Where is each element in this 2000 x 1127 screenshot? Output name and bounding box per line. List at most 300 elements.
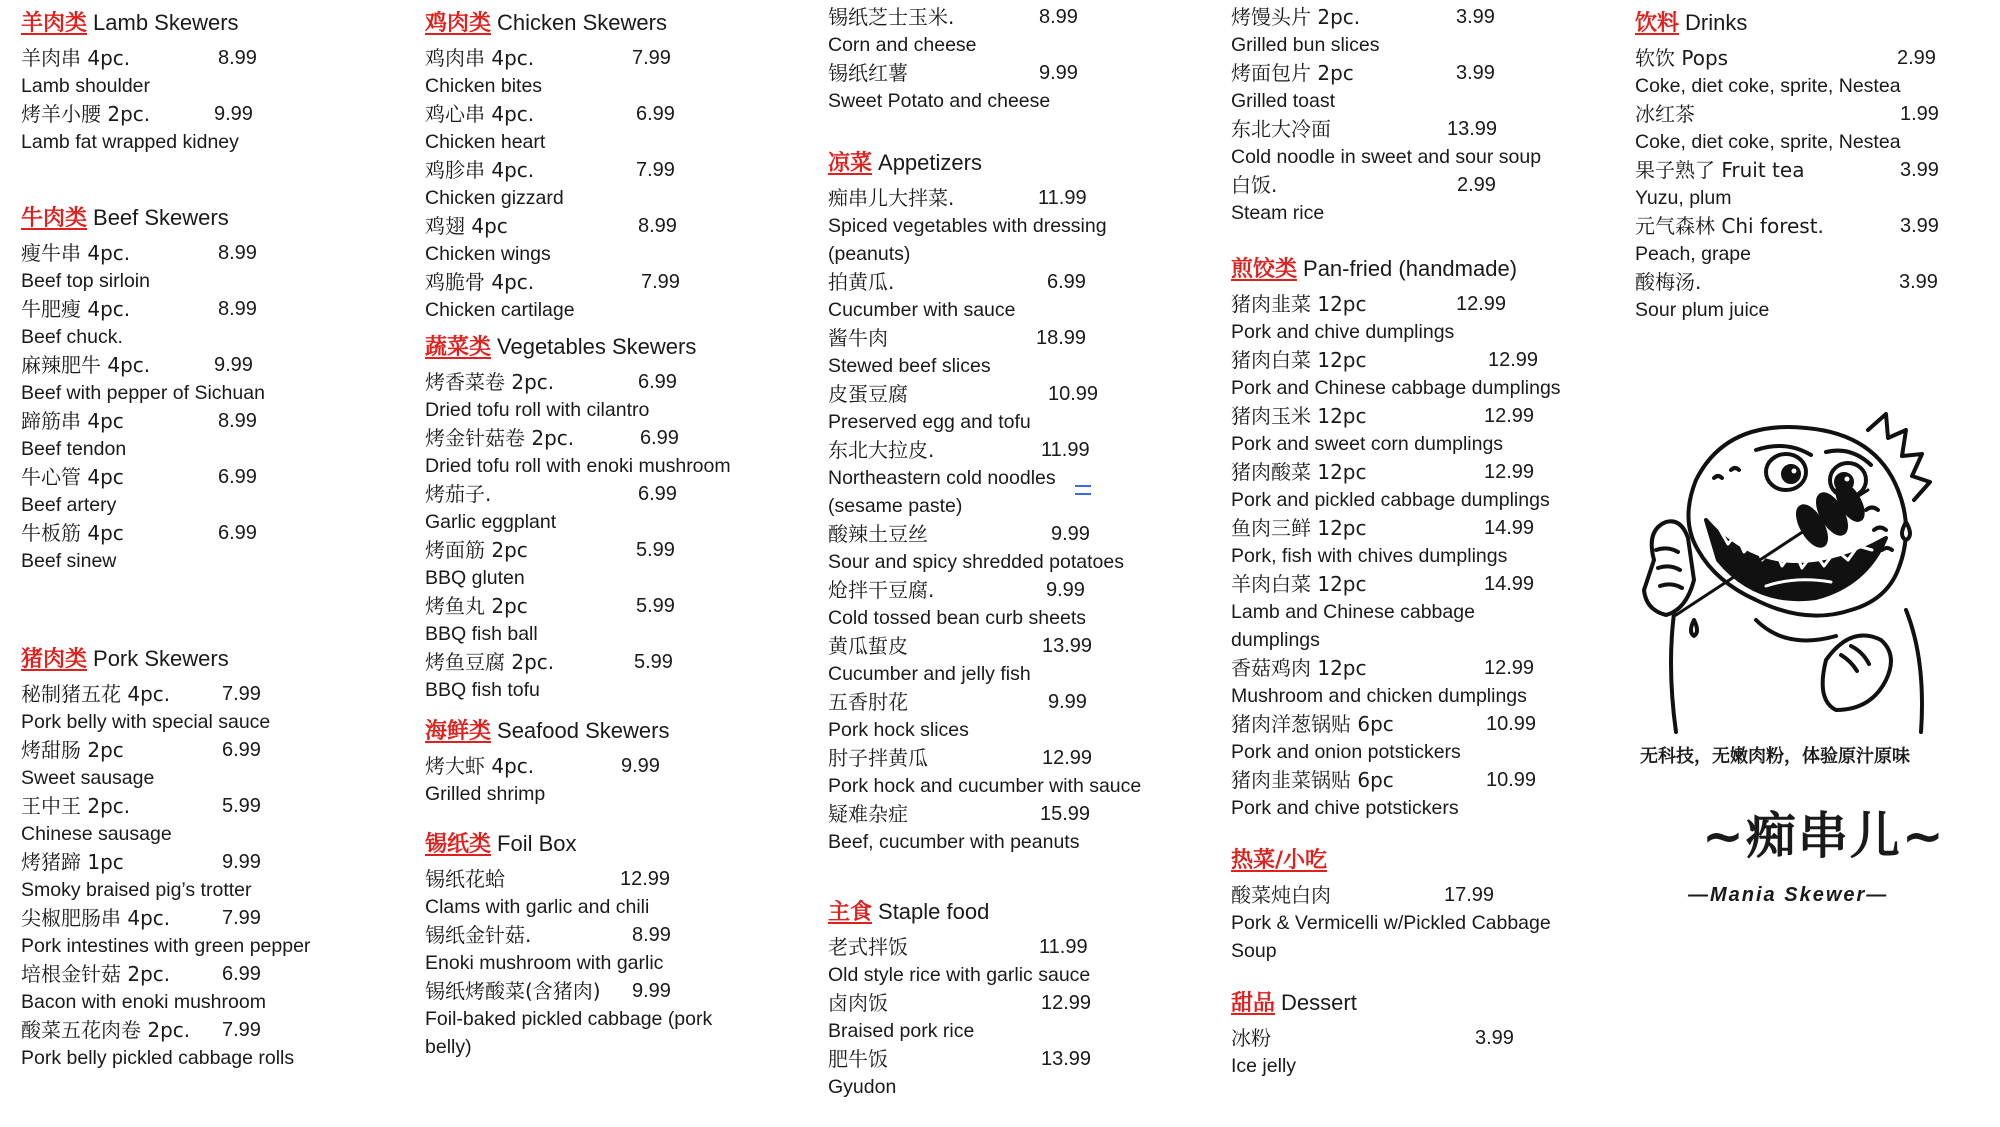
menu-item: [21, 792, 321, 848]
item-desc: Pork and onion potstickers: [1231, 741, 1461, 763]
section-title: 蔬菜类 Vegetables Skewers: [425, 334, 697, 360]
section-title: 凉菜 Appetizers: [828, 150, 982, 176]
menu-item: [828, 688, 1168, 744]
item-name: 尖椒肥肠串 4pc.: [21, 906, 171, 930]
item-price: 1.99: [1900, 103, 1939, 125]
item-price: 8.99: [632, 924, 671, 946]
item-price: 9.99: [1039, 62, 1078, 84]
brand-name-english: —Mania Skewer—: [1688, 884, 1889, 906]
item-desc: Lamb shoulder: [21, 75, 150, 97]
menu-item: [21, 463, 321, 519]
menu-item: [21, 904, 321, 960]
item-name: 烤鱼豆腐 2pc.: [425, 650, 555, 674]
item-desc: Chicken cartilage: [425, 299, 575, 321]
section-title: 主食 Staple food: [828, 899, 990, 925]
menu-item: [1231, 59, 1571, 115]
menu-column-1: [21, 9, 321, 1072]
section-hot-dishes: [1231, 846, 1571, 965]
item-price: 3.99: [1456, 6, 1495, 28]
item-name: 烤金针菇卷 2pc.: [425, 426, 575, 450]
item-name: 猪肉韭菜 12pc: [1231, 292, 1367, 316]
menu-item: [425, 536, 755, 592]
section-title: 牛肉类 Beef Skewers: [21, 205, 229, 231]
menu-item: [828, 324, 1168, 380]
section-title: 猪肉类 Pork Skewers: [21, 646, 229, 672]
item-desc: Corn and cheese: [828, 34, 977, 56]
item-desc: Yuzu, plum: [1635, 187, 1732, 209]
item-desc: Beef, cucumber with peanuts: [828, 831, 1080, 853]
item-name: 老式拌饭: [828, 935, 908, 959]
section-title: 锡纸类 Foil Box: [425, 831, 577, 857]
menu-item: [425, 212, 755, 268]
item-name: 肘子拌黄瓜: [828, 746, 928, 770]
menu-item: [828, 436, 1168, 520]
item-desc: Chicken gizzard: [425, 187, 564, 209]
item-price: 7.99: [222, 907, 261, 929]
item-name: 冰红茶: [1635, 102, 1695, 126]
item-desc: Sour plum juice: [1635, 299, 1770, 321]
item-name: 鱼肉三鲜 12pc: [1231, 516, 1367, 540]
item-desc: Smoky braised pig’s trotter: [21, 879, 252, 901]
item-desc: Lamb fat wrapped kidney: [21, 131, 239, 153]
item-name: 鸡心串 4pc.: [425, 102, 535, 126]
section-dessert: [1231, 989, 1571, 1080]
item-price: 8.99: [1039, 6, 1078, 28]
section-staple-food: [828, 898, 1168, 1101]
item-price: 14.99: [1484, 573, 1535, 595]
item-desc: Steam rice: [1231, 202, 1325, 224]
section-drinks: [1635, 9, 1975, 324]
item-name: 蹄筋串 4pc: [21, 409, 124, 433]
menu-item: [425, 977, 755, 1061]
item-desc: Beef with pepper of Sichuan: [21, 382, 265, 404]
menu-item: [21, 736, 321, 792]
item-price: 7.99: [222, 683, 261, 705]
item-desc: Ice jelly: [1231, 1055, 1297, 1077]
menu-item: [1231, 514, 1571, 570]
item-price: 3.99: [1899, 271, 1938, 293]
menu-item: [828, 576, 1168, 632]
menu-item: [828, 933, 1168, 989]
item-price: 18.99: [1036, 327, 1087, 349]
item-price: 12.99: [1041, 992, 1092, 1014]
item-desc: Lamb and Chinese cabbage dumplings: [1231, 601, 1475, 651]
item-desc: BBQ fish tofu: [425, 679, 540, 701]
menu-item: [1231, 654, 1571, 710]
item-desc: Pork and Chinese cabbage dumplings: [1231, 377, 1561, 399]
section-title: 海鲜类 Seafood Skewers: [425, 718, 670, 744]
item-desc: Beef sinew: [21, 550, 117, 572]
item-desc: Pork intestines with green pepper: [21, 935, 311, 957]
item-price: 6.99: [222, 739, 261, 761]
menu-item: [1635, 268, 1975, 324]
item-name: 痴串儿大拌菜.: [828, 186, 955, 210]
brand-name-chinese: ~痴串儿~: [1702, 807, 1946, 865]
item-price: 9.99: [632, 980, 671, 1002]
menu-item: [21, 407, 321, 463]
item-desc: Coke, diet coke, sprite, Nestea: [1635, 131, 1901, 153]
section-lamb: [21, 9, 321, 156]
section-foil-box: [425, 830, 755, 1061]
item-name: 烤大虾 4pc.: [425, 754, 535, 778]
item-desc: Chicken bites: [425, 75, 543, 97]
item-name: 锡纸烤酸菜(含猪肉): [425, 979, 601, 1003]
item-price: 10.99: [1486, 769, 1537, 791]
item-price: 6.99: [636, 103, 675, 125]
menu-item: [21, 295, 321, 351]
item-desc: Enoki mushroom with garlic: [425, 952, 664, 974]
item-desc: Beef artery: [21, 494, 117, 516]
item-name: 鸡翅 4pc: [425, 214, 508, 238]
brand-tagline: 无科技，无嫩肉粉，体验原汁原味: [1640, 746, 1910, 767]
item-name: 烤甜肠 2pc: [21, 738, 124, 762]
item-price: 7.99: [632, 47, 671, 69]
item-name: 黄瓜蜇皮: [828, 634, 908, 658]
item-price: 5.99: [636, 539, 675, 561]
menu-item: [1231, 3, 1571, 59]
menu-item: [21, 1016, 321, 1072]
item-price: 5.99: [634, 651, 673, 673]
item-desc: Grilled toast: [1231, 90, 1336, 112]
item-name: 烤羊小腰 2pc.: [21, 102, 151, 126]
item-price: 17.99: [1444, 884, 1495, 906]
item-price: 9.99: [1051, 523, 1090, 545]
item-desc: Foil-baked pickled cabbage (pork belly): [425, 1008, 713, 1058]
item-name: 白饭.: [1231, 173, 1278, 197]
item-price: 5.99: [222, 795, 261, 817]
item-name: 瘦牛串 4pc.: [21, 241, 131, 265]
item-price: 8.99: [218, 298, 257, 320]
item-desc: Pork belly with special sauce: [21, 711, 271, 733]
menu-item: [21, 351, 321, 407]
menu-item: [21, 239, 321, 295]
item-desc: Preserved egg and tofu: [828, 411, 1031, 433]
menu-item: [1231, 115, 1571, 171]
item-desc: Beef chuck.: [21, 326, 123, 348]
item-desc: Gyudon: [828, 1076, 897, 1098]
menu-item: [425, 424, 755, 480]
item-name: 锡纸芝士玉米.: [828, 5, 955, 29]
section-chicken: [425, 9, 755, 324]
item-price: 5.99: [636, 595, 675, 617]
item-desc: Peach, grape: [1635, 243, 1752, 265]
item-price: 11.99: [1038, 187, 1087, 209]
item-desc: Cold noodle in sweet and sour soup: [1231, 146, 1542, 168]
item-name: 猪肉玉米 12pc: [1231, 404, 1367, 428]
section-seafood: [425, 717, 755, 808]
item-name: 锡纸花蛤: [425, 867, 505, 891]
item-desc: Dried tofu roll with cilantro: [425, 399, 650, 421]
menu-item: [828, 268, 1168, 324]
menu-item: [1231, 458, 1571, 514]
item-name: 酸菜五花肉卷 2pc.: [21, 1018, 191, 1042]
section-title: 煎饺类 Pan-fried (handmade): [1231, 256, 1518, 282]
menu-item: [425, 865, 755, 921]
item-price: 12.99: [1456, 293, 1507, 315]
item-price: 13.99: [1447, 118, 1498, 140]
section-vegetables: [425, 333, 755, 704]
item-desc: Chicken wings: [425, 243, 551, 265]
item-name: 果子熟了 Fruit tea: [1635, 158, 1805, 182]
section-title: 羊肉类 Lamb Skewers: [21, 10, 239, 36]
menu-item: [828, 520, 1168, 576]
item-name: 羊肉白菜 12pc: [1231, 572, 1367, 596]
item-desc: Pork and pickled cabbage dumplings: [1231, 489, 1550, 511]
item-price: 15.99: [1040, 803, 1091, 825]
dinosaur-mascot-icon: [1636, 410, 1936, 735]
menu-item: [828, 632, 1168, 688]
item-desc: Cucumber with sauce: [828, 299, 1016, 321]
menu-item: [1231, 290, 1571, 346]
menu-item: [425, 752, 755, 808]
item-name: 烤面筋 2pc: [425, 538, 528, 562]
section-title: 热菜/小吃: [1231, 848, 1328, 873]
item-desc: Pork and sweet corn dumplings: [1231, 433, 1504, 455]
item-name: 疑难杂症: [828, 802, 908, 826]
item-name: 五香肘花: [828, 690, 908, 714]
menu-item: [1231, 171, 1571, 227]
menu-column-2: [425, 9, 755, 1061]
item-price: 12.99: [1484, 461, 1535, 483]
item-price: 7.99: [636, 159, 675, 181]
item-name: 拍黄瓜.: [828, 270, 895, 294]
item-desc: Cold tossed bean curb sheets: [828, 607, 1086, 629]
menu-item: [425, 480, 755, 536]
item-name: 猪肉洋葱锅贴 6pc: [1231, 712, 1394, 736]
section-foil-box-continued: [828, 3, 1168, 115]
item-price: 9.99: [621, 755, 660, 777]
item-price: 12.99: [1484, 657, 1535, 679]
menu-item: [1231, 570, 1571, 654]
menu-item: [21, 519, 321, 575]
item-price: 9.99: [1048, 691, 1087, 713]
menu-item: [828, 184, 1168, 268]
text-edit-marker: [1075, 485, 1091, 495]
item-name: 秘制猪五花 4pc.: [21, 682, 171, 706]
item-name: 皮蛋豆腐: [828, 382, 908, 406]
item-name: 烤鱼丸 2pc: [425, 594, 528, 618]
menu-item: [21, 100, 321, 156]
item-name: 冰粉: [1231, 1026, 1271, 1050]
item-name: 鸡胗串 4pc.: [425, 158, 535, 182]
menu-item: [1231, 766, 1571, 822]
item-desc: Beef tendon: [21, 438, 127, 460]
item-price: 2.99: [1897, 47, 1936, 69]
item-name: 烤猪蹄 1pc: [21, 850, 124, 874]
item-desc: Dried tofu roll with enoki mushroom: [425, 455, 731, 477]
item-name: 锡纸金针菇.: [425, 923, 532, 947]
item-name: 猪肉韭菜锅贴 6pc: [1231, 768, 1394, 792]
item-name: 猪肉白菜 12pc: [1231, 348, 1367, 372]
item-price: 2.99: [1457, 174, 1496, 196]
item-name: 炝拌干豆腐.: [828, 578, 935, 602]
menu-item: [425, 44, 755, 100]
menu-item: [828, 59, 1168, 115]
section-appetizers: [828, 149, 1168, 856]
menu-item: [828, 989, 1168, 1045]
menu-item: [1231, 710, 1571, 766]
item-desc: Coke, diet coke, sprite, Nestea: [1635, 75, 1901, 97]
item-desc: Northeastern cold noodles (sesame paste): [828, 467, 1056, 517]
item-price: 7.99: [222, 1019, 261, 1041]
item-desc: Grilled shrimp: [425, 783, 546, 805]
item-price: 8.99: [218, 410, 257, 432]
item-desc: Stewed beef slices: [828, 355, 991, 377]
section-title: 饮料 Drinks: [1635, 10, 1748, 36]
menu-item: [1635, 212, 1975, 268]
menu-column-3: [828, 3, 1168, 1101]
item-price: 6.99: [222, 963, 261, 985]
item-name: 烤茄子.: [425, 482, 492, 506]
menu-item: [425, 921, 755, 977]
item-price: 3.99: [1475, 1027, 1514, 1049]
menu-item: [1231, 1024, 1571, 1080]
item-price: 8.99: [218, 47, 257, 69]
item-desc: Pork, fish with chives dumplings: [1231, 545, 1508, 567]
item-price: 9.99: [214, 103, 253, 125]
item-desc: Grilled bun slices: [1231, 34, 1380, 56]
item-price: 6.99: [1047, 271, 1086, 293]
menu-column-5: [1635, 9, 1975, 324]
item-desc: Bacon with enoki mushroom: [21, 991, 266, 1013]
menu-item: [21, 848, 321, 904]
item-desc: BBQ fish ball: [425, 623, 538, 645]
menu-item: [425, 592, 755, 648]
item-name: 东北大拉皮.: [828, 438, 935, 462]
item-price: 10.99: [1486, 713, 1537, 735]
menu-item: [21, 960, 321, 1016]
item-price: 6.99: [218, 522, 257, 544]
section-beef: [21, 204, 321, 575]
item-desc: Sweet sausage: [21, 767, 155, 789]
menu-item: [425, 368, 755, 424]
menu-item: [21, 44, 321, 100]
menu-item: [828, 3, 1168, 59]
menu-item: [1635, 100, 1975, 156]
item-name: 猪肉酸菜 12pc: [1231, 460, 1367, 484]
item-name: 麻辣肥牛 4pc.: [21, 353, 151, 377]
item-name: 软饮 Pops: [1635, 46, 1729, 70]
item-name: 卤肉饭: [828, 991, 888, 1015]
item-price: 6.99: [640, 427, 679, 449]
item-price: 3.99: [1900, 215, 1939, 237]
item-name: 酸梅汤.: [1635, 270, 1702, 294]
item-desc: Sour and spicy shredded potatoes: [828, 551, 1124, 573]
item-name: 鸡脆骨 4pc.: [425, 270, 535, 294]
item-price: 7.99: [641, 271, 680, 293]
item-price: 8.99: [638, 215, 677, 237]
item-name: 牛心管 4pc: [21, 465, 124, 489]
item-desc: Braised pork rice: [828, 1020, 975, 1042]
item-price: 6.99: [218, 466, 257, 488]
item-name: 烤面包片 2pc: [1231, 61, 1354, 85]
menu-item: [1231, 346, 1571, 402]
section-title: 甜品 Dessert: [1231, 990, 1357, 1016]
item-name: 酱牛肉: [828, 326, 888, 350]
menu-item: [828, 744, 1168, 800]
item-name: 东北大冷面: [1231, 117, 1331, 141]
item-price: 3.99: [1900, 159, 1939, 181]
item-desc: Chinese sausage: [21, 823, 172, 845]
item-desc: Garlic eggplant: [425, 511, 557, 533]
item-price: 9.99: [214, 354, 253, 376]
item-name: 肥牛饭: [828, 1047, 888, 1071]
menu-item: [425, 100, 755, 156]
item-desc: Pork and chive potstickers: [1231, 797, 1459, 819]
item-desc: Sweet Potato and cheese: [828, 90, 1051, 112]
section-staple-continued: [1231, 3, 1571, 227]
menu-item: [828, 800, 1168, 856]
item-name: 锡纸红薯: [828, 61, 908, 85]
item-price: 12.99: [1042, 747, 1093, 769]
item-name: 元气森林 Chi forest.: [1635, 214, 1824, 238]
item-price: 3.99: [1456, 62, 1495, 84]
item-desc: Pork belly pickled cabbage rolls: [21, 1047, 295, 1069]
item-name: 鸡肉串 4pc.: [425, 46, 535, 70]
item-name: 王中王 2pc.: [21, 794, 131, 818]
menu-item: [828, 380, 1168, 436]
section-title: 鸡肉类 Chicken Skewers: [425, 10, 667, 36]
item-price: 6.99: [638, 371, 677, 393]
menu-item: [1635, 156, 1975, 212]
item-desc: Mushroom and chicken dumplings: [1231, 685, 1527, 707]
item-name: 培根金针菇 2pc.: [21, 962, 171, 986]
menu-item: [21, 680, 321, 736]
item-price: 10.99: [1048, 383, 1099, 405]
item-name: 烤馒头片 2pc.: [1231, 5, 1361, 29]
item-price: 11.99: [1039, 936, 1088, 958]
item-desc: Beef top sirloin: [21, 270, 150, 292]
item-desc: Pork & Vermicelli w/Pickled Cabbage Soup: [1231, 912, 1551, 962]
item-price: 12.99: [1484, 405, 1535, 427]
item-price: 13.99: [1041, 1048, 1092, 1070]
item-name: 酸菜炖白肉: [1231, 883, 1331, 907]
item-price: 12.99: [1488, 349, 1539, 371]
item-price: 6.99: [638, 483, 677, 505]
item-desc: Cucumber and jelly fish: [828, 663, 1031, 685]
item-price: 12.99: [620, 868, 671, 890]
menu-item: [425, 156, 755, 212]
item-price: 9.99: [222, 851, 261, 873]
item-name: 牛板筋 4pc: [21, 521, 124, 545]
item-price: 14.99: [1484, 517, 1535, 539]
item-price: 9.99: [1046, 579, 1085, 601]
item-desc: Pork and chive dumplings: [1231, 321, 1455, 343]
item-price: 11.99: [1041, 439, 1090, 461]
item-desc: Chicken heart: [425, 131, 546, 153]
item-desc: Old style rice with garlic sauce: [828, 964, 1091, 986]
item-name: 酸辣土豆丝: [828, 522, 928, 546]
item-price: 13.99: [1042, 635, 1093, 657]
menu-item: [1635, 44, 1975, 100]
item-desc: BBQ gluten: [425, 567, 525, 589]
item-desc: Spiced vegetables with dressing (peanuts): [828, 215, 1107, 265]
section-pork: [21, 645, 321, 1072]
menu-item: [425, 268, 755, 324]
menu-item: [828, 1045, 1168, 1101]
item-desc: Pork hock slices: [828, 719, 969, 741]
menu-item: [425, 648, 755, 704]
item-desc: Pork hock and cucumber with sauce: [828, 775, 1142, 797]
item-name: 牛肥瘦 4pc.: [21, 297, 131, 321]
menu-item: [1231, 402, 1571, 458]
item-name: 烤香菜卷 2pc.: [425, 370, 555, 394]
item-name: 香菇鸡肉 12pc: [1231, 656, 1367, 680]
item-desc: Clams with garlic and chili: [425, 896, 650, 918]
item-price: 8.99: [218, 242, 257, 264]
item-name: 羊肉串 4pc.: [21, 46, 131, 70]
menu-item: [1231, 881, 1571, 965]
